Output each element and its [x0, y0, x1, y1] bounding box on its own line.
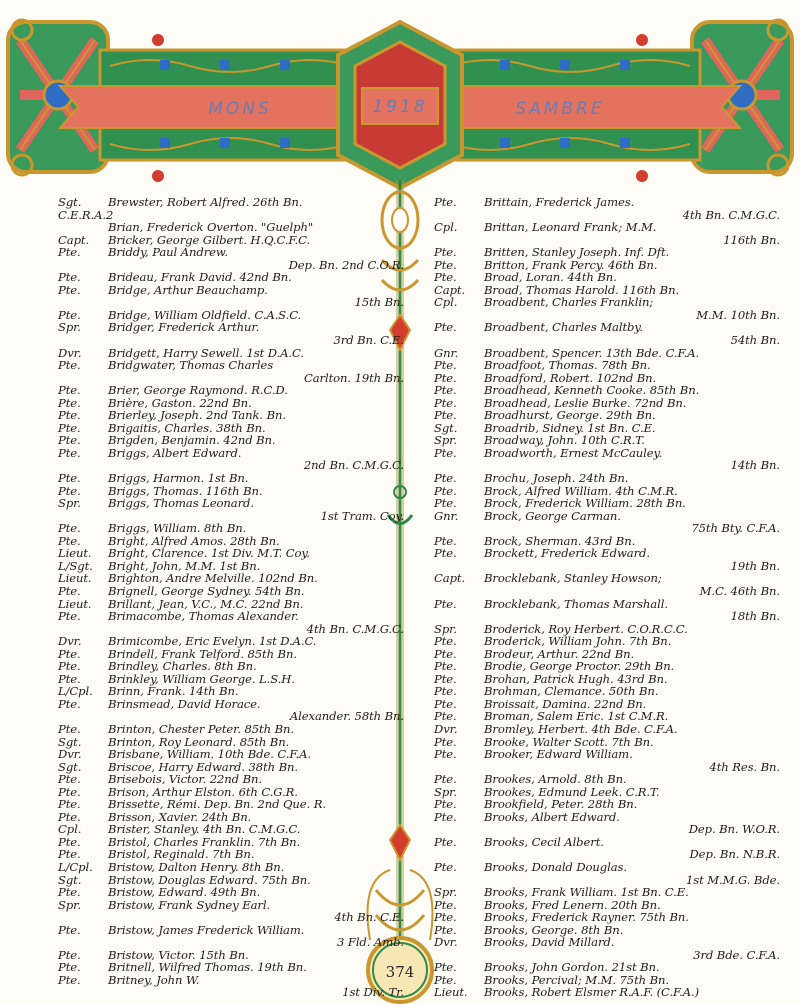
name-unit-text: Bridge, Arthur Beauchamp. — [108, 282, 268, 297]
rank-label: Capt. — [434, 571, 466, 586]
rank-label: Pte. — [434, 383, 457, 398]
name-unit-text: Brooks, Fred Lenern. 20th Bn. — [484, 897, 661, 912]
banner-year-label: 1918 — [372, 97, 428, 117]
name-unit-text: Broadbent, Charles Franklin; — [484, 295, 654, 310]
rank-label: Pte. — [434, 897, 457, 912]
name-unit-text: 2nd Bn. C.M.G.C. — [303, 458, 404, 473]
rank-label: Gnr. — [434, 345, 459, 360]
name-unit-text: Brooke, Walter Scott. 7th Bn. — [484, 734, 654, 749]
name-unit-text: 15th Bn. — [354, 295, 404, 310]
rank-label: Pte. — [58, 245, 81, 260]
name-unit-text: Bristow, Douglas Edward. 75th Bn. — [108, 872, 311, 887]
name-unit-text: Brimicombe, Eric Evelyn. 1st D.A.C. — [108, 634, 317, 649]
rank-label: Lieut. — [434, 985, 468, 1000]
roll-entry — [58, 196, 408, 209]
banner-right-label: SAMBRE — [515, 99, 605, 119]
roll-entry — [58, 986, 408, 999]
right-name-column — [434, 196, 784, 999]
name-unit-text: Brinsmead, David Horace. — [108, 696, 261, 711]
name-unit-text: Brooker, Edward William. — [484, 747, 633, 762]
rank-label: Pte. — [434, 960, 457, 975]
rank-label: Pte. — [58, 583, 81, 598]
name-unit-text: 3 Fld. Amb. — [337, 935, 404, 950]
rank-label: Pte. — [58, 847, 81, 862]
name-unit-text: Bright, Clarence. 1st Div. M.T. Coy. — [108, 546, 310, 561]
name-unit-text: Brissette, Rémi. Dep. Bn. 2nd Que. R. — [108, 797, 326, 812]
rank-label: Pte. — [58, 383, 81, 398]
rank-label: Cpl. — [434, 220, 458, 235]
name-unit-text: Brinton, Chester Peter. 85th Bn. — [108, 721, 294, 736]
name-unit-text: Broman, Salem Eric. 1st C.M.R. — [484, 709, 669, 724]
name-unit-text: Britten, Stanley Joseph. Inf. Dft. — [484, 245, 670, 260]
rank-label: Pte. — [58, 671, 81, 686]
name-unit-text: Bridger, Frederick Arthur. — [108, 320, 260, 335]
name-unit-text: Brock, Frederick William. 28th Bn. — [484, 496, 686, 511]
rank-label: C.E.R.A.2 — [58, 207, 114, 222]
rank-label: Pte. — [434, 257, 457, 272]
name-unit-text: Brooks, George. 8th Bn. — [484, 922, 624, 937]
name-unit-text: Broadhead, Kenneth Cooke. 85th Bn. — [484, 383, 700, 398]
name-unit-text: Brideau, Frank David. 42nd Bn. — [108, 270, 292, 285]
name-unit-text: Brodeur, Arthur. 22nd Bn. — [484, 646, 635, 661]
name-unit-text: Brooks, Percival; M.M. 75th Bn. — [484, 972, 669, 987]
rank-label: Pte. — [58, 646, 81, 661]
rank-label: Capt. — [434, 282, 466, 297]
name-unit-text: Brooks, Frank William. 1st Bn. C.E. — [484, 885, 689, 900]
rank-label: Pte. — [434, 546, 457, 561]
rank-label: Pte. — [58, 282, 81, 297]
name-unit-text: Brisbane, William. 10th Bde. C.F.A. — [108, 747, 311, 762]
name-unit-text: Brookfield, Peter. 28th Bn. — [484, 797, 638, 812]
rank-label: Pte. — [58, 885, 81, 900]
rank-label: Pte. — [434, 408, 457, 423]
rank-label: Pte. — [434, 709, 457, 724]
rank-label: Dvr. — [58, 634, 82, 649]
name-unit-text: 1st Tram. Coy. — [320, 508, 404, 523]
name-unit-text: Bristol, Charles Franklin. 7th Bn. — [108, 834, 301, 849]
name-unit-text: Brinn, Frank. 14th Bn. — [108, 684, 239, 699]
rank-label: Pte. — [434, 659, 457, 674]
left-name-column — [58, 196, 408, 999]
rank-label: Pte. — [434, 533, 457, 548]
name-unit-text: Brinkley, William George. L.S.H. — [108, 671, 295, 686]
name-unit-text: Brinton, Roy Leonard. 85th Bn. — [108, 734, 290, 749]
rank-label: Pte. — [434, 859, 457, 874]
rank-label: Pte. — [58, 784, 81, 799]
name-unit-text: Broadbent, Spencer. 13th Bde. C.F.A. — [484, 345, 700, 360]
name-unit-text: Bristow, Frank Sydney Earl. — [108, 897, 271, 912]
name-unit-text: Brockett, Frederick Edward. — [484, 546, 650, 561]
rank-label: Spr. — [434, 621, 457, 636]
rank-label: L/Sgt. — [58, 558, 93, 573]
name-unit-text: Bricker, George Gilbert. H.Q.C.F.C. — [108, 232, 311, 247]
name-unit-text: Brooks, Cecil Albert. — [484, 834, 604, 849]
name-unit-text: Broadway, John. 10th C.R.T. — [484, 433, 645, 448]
name-unit-text: 1st M.M.G. Bde. — [686, 872, 780, 887]
name-unit-text: Brock, Sherman. 43rd Bn. — [484, 533, 636, 548]
rank-label: Pte. — [434, 471, 457, 486]
name-unit-text: Broadrib, Sidney. 1st Bn. C.E. — [484, 420, 656, 435]
rank-label: Spr. — [58, 320, 81, 335]
rank-label: Cpl. — [434, 295, 458, 310]
name-unit-text: Dep. Bn. 2nd C.O.R. — [288, 257, 404, 272]
name-unit-text: Bridge, William Oldfield. C.A.S.C. — [108, 307, 302, 322]
rank-label: Pte. — [58, 659, 81, 674]
rank-label: Dvr. — [58, 345, 82, 360]
rank-label: Pte. — [434, 910, 457, 925]
rank-label: Pte. — [434, 320, 457, 335]
rank-label: Pte. — [434, 772, 457, 787]
name-unit-text: Brière, Gaston. 22nd Bn. — [108, 395, 252, 410]
rank-label: Pte. — [434, 834, 457, 849]
name-unit-text: Brocklebank, Thomas Marshall. — [484, 596, 668, 611]
rank-label: Pte. — [434, 195, 457, 209]
name-unit-text: Brillant, Jean, V.C., M.C. 22nd Bn. — [108, 596, 304, 611]
rank-label: Sgt. — [58, 872, 82, 887]
page-number: 374 — [385, 963, 415, 981]
rank-label: Pte. — [434, 972, 457, 987]
rank-label: Pte. — [434, 922, 457, 937]
name-unit-text: Broderick, William John. 7th Bn. — [484, 634, 672, 649]
name-unit-text: Broissait, Damina. 22nd Bn. — [484, 696, 647, 711]
rank-label: Spr. — [434, 433, 457, 448]
name-unit-text: 54th Bn. — [730, 333, 780, 348]
name-unit-text: Brocklebank, Stanley Howson; — [484, 571, 662, 586]
name-unit-text: Brodie, George Proctor. 29th Bn. — [484, 659, 675, 674]
name-unit-text: 3rd Bde. C.F.A. — [693, 947, 780, 962]
name-unit-text: 4th Res. Bn. — [709, 759, 780, 774]
name-unit-text: Brimacombe, Thomas Alexander. — [108, 609, 299, 624]
rank-label: Pte. — [434, 395, 457, 410]
rank-label: L/Cpl. — [58, 684, 93, 699]
rank-label: Pte. — [58, 433, 81, 448]
rank-label: Pte. — [434, 684, 457, 699]
rank-label: Pte. — [58, 307, 81, 322]
rank-label: Pte. — [58, 395, 81, 410]
name-unit-text: 4th Bn. C.M.G.C. — [306, 621, 404, 636]
rank-label: Dvr. — [434, 935, 458, 950]
rank-label: Pte. — [58, 420, 81, 435]
rank-label: Pte. — [58, 922, 81, 937]
name-unit-text: Broad, Thomas Harold. 116th Bn. — [484, 282, 680, 297]
rank-label: Pte. — [58, 521, 81, 536]
name-unit-text: Brooks, Frederick Rayner. 75th Bn. — [484, 910, 689, 925]
name-unit-text: Brochu, Joseph. 24th Bn. — [484, 471, 629, 486]
name-unit-text: Brooks, Albert Edward. — [484, 809, 620, 824]
name-unit-text: M.M. 10th Bn. — [696, 307, 780, 322]
rank-label: Pte. — [58, 408, 81, 423]
name-unit-text: Bridgett, Harry Sewell. 1st D.A.C. — [108, 345, 304, 360]
name-unit-text: Dep. Bn. W.O.R. — [688, 822, 780, 837]
rank-label: Pte. — [58, 947, 81, 962]
banner-left-label: MONS — [208, 99, 272, 119]
name-unit-text: Brookes, Arnold. 8th Bn. — [484, 772, 627, 787]
rank-label: Pte. — [434, 797, 457, 812]
name-unit-text: M.C. 46th Bn. — [699, 583, 780, 598]
name-unit-text: Broadbent, Charles Maltby. — [484, 320, 643, 335]
name-unit-text: 75th Bty. C.F.A. — [691, 521, 780, 536]
name-unit-text: 4th Bn. C.E. — [334, 910, 404, 925]
name-unit-text: Brighton, Andre Melville. 102nd Bn. — [108, 571, 318, 586]
name-unit-text: Brooks, David Millard. — [484, 935, 615, 950]
name-unit-text: Broadfoot, Thomas. 78th Bn. — [484, 358, 651, 373]
rank-label: Pte. — [58, 834, 81, 849]
name-unit-text: Bristow, James Frederick William. — [108, 922, 305, 937]
rank-label: Spr. — [58, 897, 81, 912]
rank-label: Pte. — [434, 671, 457, 686]
name-unit-text: Britney, John W. — [108, 972, 200, 987]
name-unit-text: 18th Bn. — [730, 609, 780, 624]
name-unit-text: Brignell, George Sydney. 54th Bn. — [108, 583, 305, 598]
name-unit-text: Carlton. 19th Bn. — [303, 370, 404, 385]
name-unit-text: Brier, George Raymond. R.C.D. — [108, 383, 288, 398]
rank-label: Dvr. — [434, 721, 458, 736]
rank-label: Pte. — [434, 496, 457, 511]
name-unit-text: Bristow, Victor. 15th Bn. — [108, 947, 249, 962]
name-unit-text: Broad, Loran. 44th Bn. — [484, 270, 617, 285]
name-unit-text: Brittan, Leonard Frank; M.M. — [484, 220, 657, 235]
name-unit-text: Brooks, Donald Douglas. — [484, 859, 627, 874]
name-unit-text: 14th Bn. — [730, 458, 780, 473]
rank-label: Pte. — [58, 809, 81, 824]
name-unit-text: Brister, Stanley. 4th Bn. C.M.G.C. — [108, 822, 301, 837]
name-unit-text: Britton, Frank Percy. 46th Bn. — [484, 257, 658, 272]
name-unit-text: Broadford, Robert. 102nd Bn. — [484, 370, 657, 385]
rank-label: Pte. — [434, 634, 457, 649]
name-unit-text: Brindley, Charles. 8th Bn. — [108, 659, 257, 674]
name-unit-text: Brigden, Benjamin. 42nd Bn. — [108, 433, 276, 448]
name-unit-text: Brohman, Clemance. 50th Bn. — [484, 684, 659, 699]
rank-label: Pte. — [58, 960, 81, 975]
rank-label: Pte. — [58, 696, 81, 711]
name-unit-text: Briscoe, Harry Edward. 38th Bn. — [108, 759, 298, 774]
rank-label: Pte. — [58, 609, 81, 624]
rank-label: Pte. — [58, 797, 81, 812]
name-unit-text: Brittain, Frederick James. — [484, 195, 635, 209]
rank-label: Lieut. — [58, 546, 92, 561]
roll-entry — [434, 986, 784, 999]
name-unit-text: Briddy, Paul Andrew. — [108, 245, 228, 260]
name-unit-text: Bristow, Edward. 49th Bn. — [108, 885, 261, 900]
name-unit-text: Broadhead, Leslie Burke. 72nd Bn. — [484, 395, 687, 410]
name-unit-text: Bristol, Reginald. 7th Bn. — [108, 847, 255, 862]
decorative-banner — [0, 0, 800, 200]
rank-label: Pte. — [58, 721, 81, 736]
name-unit-text: Brian, Frederick Overton. "Guelph" — [108, 220, 314, 235]
rank-label: Pte. — [58, 972, 81, 987]
rank-label: Pte. — [58, 483, 81, 498]
name-unit-text: 19th Bn. — [730, 558, 780, 573]
rank-label: Gnr. — [434, 508, 459, 523]
rank-label: Pte. — [434, 270, 457, 285]
name-unit-text: Dep. Bn. N.B.R. — [689, 847, 780, 862]
rank-label: Pte. — [434, 445, 457, 460]
name-unit-text: Brison, Arthur Elston. 6th C.G.R. — [108, 784, 298, 799]
rank-label: Pte. — [58, 270, 81, 285]
name-unit-text: Brisson, Xavier. 24th Bn. — [108, 809, 252, 824]
name-unit-text: Broadworth, Ernest McCauley. — [484, 445, 663, 460]
name-unit-text: Briggs, Harmon. 1st Bn. — [108, 471, 249, 486]
name-unit-text: Brindell, Frank Telford. 85th Bn. — [108, 646, 297, 661]
name-unit-text: Brewster, Robert Alfred. 26th Bn. — [108, 195, 303, 209]
rank-label: Pte. — [434, 809, 457, 824]
rank-label: Capt. — [58, 232, 90, 247]
name-unit-text: Brierley, Joseph. 2nd Tank. Bn. — [108, 408, 286, 423]
rank-label: Pte. — [58, 533, 81, 548]
name-unit-text: Broderick, Roy Herbert. C.O.R.C.C. — [484, 621, 688, 636]
name-unit-text: Briggs, Albert Edward. — [108, 445, 242, 460]
name-unit-text: 3rd Bn. C.E. — [333, 333, 404, 348]
rank-label: Pte. — [58, 358, 81, 373]
name-unit-text: Alexander. 58th Bn. — [289, 709, 404, 724]
rank-label: Spr. — [434, 784, 457, 799]
rank-label: Sgt. — [434, 420, 458, 435]
name-unit-text: Brisebois, Victor. 22nd Bn. — [108, 772, 262, 787]
name-unit-text: Bridgwater, Thomas Charles — [108, 358, 274, 373]
rank-label: Pte. — [434, 370, 457, 385]
rank-label: Sgt. — [58, 759, 82, 774]
rank-label: Pte. — [434, 596, 457, 611]
name-unit-text: 4th Bn. C.M.G.C. — [682, 207, 780, 222]
name-unit-text: Bright, Alfred Amos. 28th Bn. — [108, 533, 280, 548]
rank-label: Pte. — [434, 734, 457, 749]
rank-label: Spr. — [58, 496, 81, 511]
rank-label: Pte. — [58, 471, 81, 486]
name-unit-text: Brooks, John Gordon. 21st Bn. — [484, 960, 660, 975]
name-unit-text: Brooks, Robert Elsmer R.A.F. (C.F.A.) — [484, 985, 699, 1000]
rank-label: Lieut. — [58, 596, 92, 611]
name-unit-text: Bristow, Dalton Henry. 8th Bn. — [108, 859, 285, 874]
name-unit-text: Brigaitis, Charles. 38th Bn. — [108, 420, 266, 435]
name-unit-text: Brookes, Edmund Leek. C.R.T. — [484, 784, 660, 799]
rank-label: Pte. — [434, 245, 457, 260]
rank-label: Pte. — [434, 358, 457, 373]
rank-label: Sgt. — [58, 195, 82, 209]
rank-label: Pte. — [58, 772, 81, 787]
rank-label: Pte. — [434, 696, 457, 711]
name-unit-text: Bright, John, M.M. 1st Bn. — [108, 558, 261, 573]
name-unit-text: Brock, Alfred William. 4th C.M.R. — [484, 483, 678, 498]
rank-label: Pte. — [434, 646, 457, 661]
rank-label: L/Cpl. — [58, 859, 93, 874]
name-unit-text: Bromley, Herbert. 4th Bde. C.F.A. — [484, 721, 678, 736]
name-unit-text: 116th Bn. — [723, 232, 780, 247]
name-unit-text: Brohan, Patrick Hugh. 43rd Bn. — [484, 671, 668, 686]
rank-label: Spr. — [434, 885, 457, 900]
name-unit-text: Brock, George Carman. — [484, 508, 621, 523]
rank-label: Pte. — [58, 445, 81, 460]
rank-label: Cpl. — [58, 822, 82, 837]
name-unit-text: Briggs, William. 8th Bn. — [108, 521, 247, 536]
rank-label: Lieut. — [58, 571, 92, 586]
name-unit-text: Briggs, Thomas. 116th Bn. — [108, 483, 263, 498]
name-unit-text: 1st Div. Tr. — [342, 985, 404, 1000]
rank-label: Pte. — [434, 483, 457, 498]
name-unit-text: Britnell, Wilfred Thomas. 19th Bn. — [108, 960, 307, 975]
rank-label: Pte. — [434, 747, 457, 762]
name-unit-text: Broadhurst, George. 29th Bn. — [484, 408, 656, 423]
name-unit-text: Briggs, Thomas Leonard. — [108, 496, 254, 511]
rank-label: Sgt. — [58, 734, 82, 749]
rank-label: Dvr. — [58, 747, 82, 762]
